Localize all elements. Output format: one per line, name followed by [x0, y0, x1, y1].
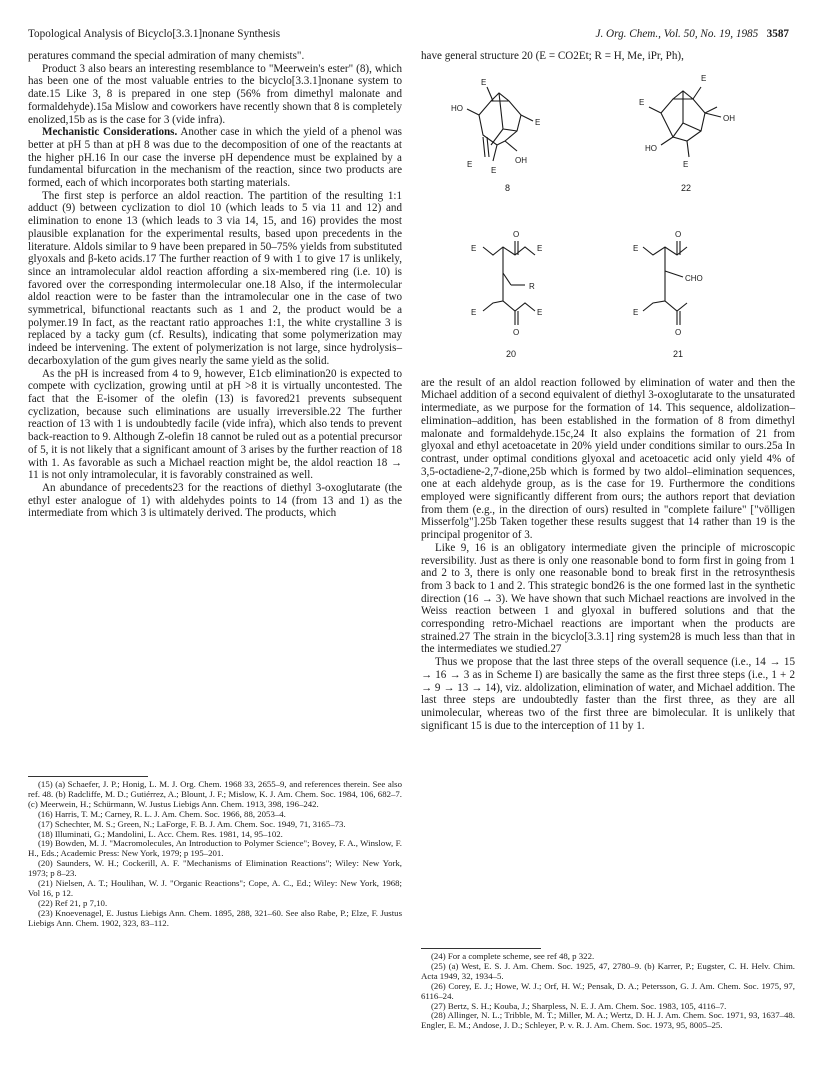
label-cho: CHO — [685, 273, 703, 283]
compound-number-22: 22 — [681, 182, 692, 193]
running-title: Topological Analysis of Bicyclo[3.3.1]nonane Synthesis — [28, 28, 281, 40]
paragraph: are the result of an aldol reaction followed by elimination of water and then the Michael addition of a second equivalent of diethyl 3-oxoglutarate to the unsaturated intermediate, as we purpose for the formation of 14. This sequence, aldolization–elimination–addition, has been established in the formation of 8 from dimethyl malonate and formaldehyde.15c,24 It also explains the formation of 21 from glyoxal and ethyl acetoacetate in 20% yield under conditions similar to ours.25a In contrast, under optimal conditions glyoxal and acetoacetic acid only yield 4% of 3,5-octadiene-2,7-dione,25b which is formed by two aldol–elimination sequences, one at each aldehyde group, as is the case for 19. Furthermore the conditions employed were significantly different from ours; the authors report that deviation from them (e.g., in the direction of ours) resulted in "complete failure" ["völligen Misserfolg"].25b Taken together these results suggest that 14 rather than 19 is the principal progenitor of 3. — [421, 376, 795, 542]
paragraph — [28, 126, 402, 190]
structure-22 — [639, 74, 735, 193]
footnote: (17) Schechter, M. S.; Green, N.; LaForge, F. B. J. Am. Chem. Soc. 1949, 71, 3165–73. — [38, 818, 346, 829]
footnotes-left — [28, 780, 402, 929]
paragraph: The first step is perforce an aldol reaction. The partition of the resulting 1:1 adduct (9) between cyclization to diol 10 (which leads to 5 via 11 and 12) and elimination to enone 13 (which leads to 3 via 14, 15, and 16) provides the most plausible explanation for the experimental results, based upon precedents in the literature. Aldols similar to 9 have been prepared in 50–75% yields from substituted glyoxals and β-keto acids.17 The further reaction of 9 with 1 to give 17 is unlikely, since an intramolecular aldol reaction affording a six-membered ring (i.e. 10) is favored over the corresponding intermolecular one.18 Also, if the intermolecular aldol reaction were to be faster than the intramolecular one in the case of two symmetrical, bifunctional reactants such as 1 and 2, the product would be a polymer.19 In fact, as the reactant ratio approaches 1:1, the white crystalline 3 is replaced by a tacky gum (cf. Results), indicating that some polymerization may indeed be intervening. The extent of polymerization is not large, since hydrolysis–decarboxylation of the gum gives nearly the same yield as the solid. — [28, 189, 402, 367]
label-o: O — [675, 229, 682, 239]
label-ho: HO — [451, 103, 463, 113]
label-e: E — [467, 159, 473, 169]
footnote: (28) Allinger, N. L.; Tribble, M. T.; Miller, M. A.; Wertz, D. H. J. Am. Chem. Soc. 1971, 93, 1637–48. Engler, E. M.; Andose, J. D.; Schleyer, P. v. R. J. Am. Chem. Soc. 1973, 95, 8005–25. — [421, 1010, 795, 1031]
chemical-structures-figure — [421, 65, 795, 377]
footnote: (16) Harris, T. M.; Carney, R. L. J. Am. Chem. Soc. 1966, 88, 2053–4. — [38, 808, 286, 819]
structure-20 — [471, 230, 542, 359]
footnote: (25) (a) West, E. S. J. Am. Chem. Soc. 1925, 47, 2780–9. (b) Karrer, P.; Eugster, C. H. Helv. Chim. Acta 1949, 32, 1934–5. — [421, 960, 795, 981]
compound-number-21: 21 — [673, 348, 684, 359]
footnote-rule — [28, 776, 148, 777]
footnote: (27) Bertz, S. H.; Kouba, J.; Sharpless, N. E. J. Am. Chem. Soc. 1983, 105, 4116–7. — [431, 1000, 727, 1011]
compound-number-20: 20 — [506, 348, 517, 359]
label-e: E — [537, 307, 543, 317]
footnote: (22) Ref 21, p 7,10. — [38, 897, 108, 908]
right-column — [421, 50, 795, 1031]
journal-citation — [596, 28, 790, 40]
paragraph: An abundance of precedents23 for the reactions of diethyl 3-oxoglutarate (the ethyl ester analogue of 1) with aldehydes points to 14 (from 13 and 1) as the intermediate from which 3 is ultimately derived. The products, which — [28, 481, 402, 520]
running-head — [28, 28, 789, 46]
footnote: (23) Knoevenagel, E. Justus Liebigs Ann. Chem. 1895, 288, 321–60. See also Rabe, P.; Elze, F. Justus Liebigs Ann. Chem. 1902, 323, 83–112. — [28, 907, 402, 928]
paragraph: Thus we propose that the last three steps of the overall sequence (i.e., 14 → 15 → 16 → 3 as in Scheme I) are basically the same as the first three steps (i.e., 1 + 2 → 9 → 13 → 14), viz. aldolization, elimination of water, and Michael addition. The last three steps are undoubtedly faster than the first three, as they are all unimolecular, whereas two of the first three are bimolecular. It is unlikely that significant 15 is due to the interception of 11 by 1. — [421, 656, 795, 732]
label-r: R — [529, 281, 535, 291]
label-e: E — [683, 159, 689, 169]
label-e: E — [633, 243, 639, 253]
footnote: (20) Saunders, W. H.; Cockerill, A. F. "Mechanisms of Elimination Reactions"; Wiley: New York, 1973; p 8–23. — [28, 858, 402, 879]
label-e: E — [639, 97, 645, 107]
footnote: (15) (a) Schaefer, J. P.; Honig, L. M. J. Org. Chem. 1968 33, 2655–9, and references therein. See also ref. 48. (b) Radcliffe, M. D.; Gutiérrez, A.; Blount, J. F.; Mislow, K. J. Am. Chem. Soc. 1984, 106, 682–7. (c) Meerwein, H.; Schürmann, W. Justus Liebigs Ann. Chem. 1913, 398, 196–242. — [28, 779, 402, 809]
paragraph: peratures command the special admiration of many chemists". — [28, 50, 305, 62]
label-oh: OH — [515, 155, 527, 165]
label-e: E — [535, 117, 541, 127]
footnote: (18) Illuminati, G.; Mandolini, L. Acc. Chem. Res. 1981, 14, 95–102. — [38, 828, 283, 839]
label-o: O — [675, 327, 682, 337]
label-e: E — [471, 243, 477, 253]
footnote: (21) Nielsen, A. T.; Houlihan, W. J. "Organic Reactions"; Cope, A. C., Ed.; Wiley: New York, 1968; Vol 16, p 12. — [28, 878, 402, 898]
journal-name: J. Org. Chem., Vol. 50, No. 19, 1985 — [595, 28, 759, 40]
label-ho: HO — [645, 143, 657, 153]
footnote: (24) For a complete scheme, see ref 48, p 322. — [431, 951, 595, 961]
label-e: E — [701, 73, 707, 83]
label-e: E — [537, 243, 543, 253]
label-oh: OH — [723, 113, 735, 123]
structure-21 — [633, 230, 703, 359]
label-o: O — [513, 229, 520, 239]
label-e: E — [491, 165, 497, 175]
left-column — [28, 50, 402, 929]
footnote: (19) Bowden, M. J. "Macromolecules, An Introduction to Polymer Science"; Bovey, F. A., Winslow, F. H., Eds.; Academic Press: New York, 1979; p 195–201. — [28, 838, 402, 859]
paragraph-text: Another case in which the yield of a phenol was better at pH 5 than at pH 8 was due to the decomposition of one of the reactants at the higher pH.16 In our case the inverse pH dependence must be explained by a fundamental bifurcation in the mechanism of the reaction, since two products are formed, each of which incorporates both starting materials. — [28, 126, 402, 190]
paragraph: Like 9, 16 is an obligatory intermediate given the principle of microscopic reversibility. Just as there is only one reasonable bond to form first in going from 1 and 2 to 3, there is only one reasonable bond to break first in the retrosynthesis from 3 back to 1 and 2. This strategic bond26 is the one formed last in the synthetic direction (16 → 3). We have shown that such Michael reactions are involved in the Weiss reaction between 1 and glyoxal in buffered solutions and that the corresponding retro-Michael reactions are important when the products are strained.27 The strain in the bicyclo[3.3.1] ring system28 is much less than that in the intermediates we studied.27 — [421, 541, 795, 656]
paragraph: As the pH is increased from 4 to 9, however, E1cb elimination20 is expected to compete with cyclization, growing until at pH >8 it is virtually uncontested. The fact that the E-isomer of the olefin (13) is favored21 prevents subsequent cyclization, because such eliminations are usually irreversible.22 The further reaction of 13 with 1 is undoubtedly facile (vide infra), which also tends to prevent back-reaction to 9. Although Z-olefin 18 cannot be ruled out as a potential precursor of 5, it is not likely that a significant amount of 3 arises by the further reaction of 18 with 1. As favorable as such a Michael reaction might be, the aldol reaction 18 → 11 is not only intramolecular, it is favorably constrained as well. — [28, 367, 402, 482]
label-e: E — [633, 307, 639, 317]
compound-number-8: 8 — [505, 182, 511, 193]
left-body — [28, 50, 402, 770]
label-e: E — [471, 307, 477, 317]
label-o: O — [513, 327, 520, 337]
paragraph: Product 3 also bears an interesting resemblance to "Meerwein's ester" (8), which has been one of the most valuable entries to the bicyclo[3.3.1]nonane system to date.15 Like 3, 8 is prepared in one step (56% from dimethyl malonate and formaldehyde).15a Mislow and coworkers have recently shown that 8 is completely enolized,15b as is the case for 3 (vide infra). — [28, 62, 402, 126]
label-e: E — [481, 77, 487, 87]
footnote: (26) Corey, E. J.; Howe, W. J.; Orf, H. W.; Pensak, D. A.; Petersson, G. J. Am. Chem. Soc. 1975, 97, 6116–24. — [421, 980, 795, 1001]
structure-8 — [451, 78, 540, 193]
footnotes-right — [421, 942, 795, 1031]
section-heading: Mechanistic Considerations. — [42, 126, 178, 139]
footnote-rule — [421, 948, 541, 949]
structures-svg — [421, 65, 795, 377]
paragraph: have general structure 20 (E = CO2Et; R = H, Me, iPr, Ph), — [421, 50, 684, 62]
page-number: 3587 — [766, 28, 789, 40]
